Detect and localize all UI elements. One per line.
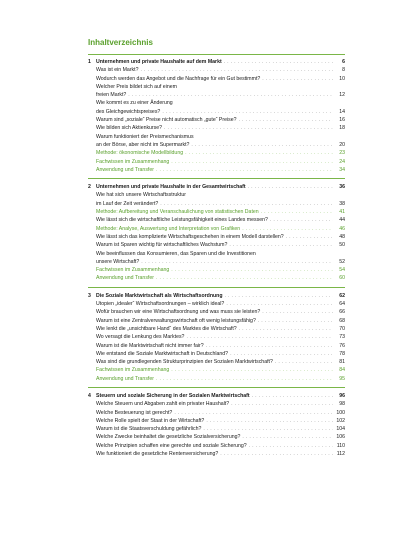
toc-entry-text: Fachwissen im Zusammenhang <box>96 267 170 274</box>
leader-dots <box>229 241 333 249</box>
toc-entry-text: Warum ist die Marktwirtschaft nicht immer fair? <box>96 342 204 349</box>
toc-entry[interactable] <box>88 442 345 450</box>
toc-entry-text: Warum ist Sparen wichtig für wirtschaftliches Wachstum? <box>96 242 228 249</box>
toc-entry[interactable] <box>88 75 345 83</box>
toc-entry[interactable] <box>88 433 345 441</box>
toc-entry[interactable] <box>88 83 345 91</box>
toc-entry-page-number: 60 <box>339 275 345 282</box>
toc-entry[interactable] <box>88 375 345 383</box>
toc-entry[interactable] <box>88 425 345 433</box>
leader-dots <box>225 292 334 300</box>
toc-entry-text: des Gleichgewichtspreises? <box>96 108 161 115</box>
toc-entry-page-number: 76 <box>339 342 345 349</box>
toc-entry-text: Wo versagt die Lenkung des Marktes? <box>96 334 185 341</box>
leader-dots <box>171 266 333 274</box>
toc-entry-page-number: 41 <box>339 209 345 216</box>
leader-dots <box>242 433 333 441</box>
toc-entry[interactable] <box>88 233 345 241</box>
toc-entry[interactable] <box>88 200 345 208</box>
chapter-section <box>88 178 345 283</box>
chapter-number: 4 <box>88 392 91 399</box>
leader-dots <box>262 308 333 316</box>
toc-entry[interactable] <box>88 158 345 166</box>
toc-entry-page-number: 98 <box>339 401 345 408</box>
toc-entry-page-number: 78 <box>339 350 345 357</box>
toc-entry[interactable] <box>88 208 345 216</box>
leader-dots <box>140 66 333 74</box>
toc-entry-page-number: 70 <box>339 325 345 332</box>
toc-entry-text: Welche Zwecke beinhaltet die gesetzliche Sozialversicherung? <box>96 434 241 441</box>
chapter-number: 1 <box>88 59 91 65</box>
leader-dots <box>242 225 333 233</box>
toc-entry[interactable] <box>88 358 345 366</box>
leader-dots <box>141 258 333 266</box>
toc-entry-page-number: 95 <box>339 375 345 382</box>
leader-dots <box>186 333 333 341</box>
toc-entry-page-number: 54 <box>339 267 345 274</box>
toc-entry[interactable] <box>88 325 345 333</box>
toc-entry-page-number: 64 <box>339 301 345 308</box>
toc-entry[interactable] <box>88 216 345 224</box>
toc-entry-page-number: 110 <box>336 442 345 449</box>
toc-entry-text: freien Markt? <box>96 92 127 99</box>
chapter-number: 3 <box>88 292 91 299</box>
toc-entry-text: Wodurch werden das Angebot und die Nachfrage für ein Gut bestimmt? <box>96 75 261 82</box>
leader-dots <box>248 183 333 191</box>
toc-entry-page-number: 24 <box>339 158 345 165</box>
leader-dots <box>231 400 333 408</box>
toc-entry[interactable] <box>88 91 345 99</box>
chapter-heading[interactable] <box>88 183 345 191</box>
toc-entry[interactable] <box>88 266 345 274</box>
chapter-title: Unternehmen und private Haushalte auf dem Markt <box>96 59 222 65</box>
leader-dots <box>171 158 333 166</box>
toc-entry[interactable] <box>88 66 345 74</box>
leader-dots <box>128 91 333 99</box>
chapter-title: Steuern und soziale Sicherung in der Sozialen Marktwirtschaft <box>96 392 250 399</box>
toc-entry-page-number: 66 <box>339 309 345 316</box>
leader-dots <box>249 442 333 450</box>
toc-entry[interactable] <box>88 191 345 199</box>
leader-dots <box>203 425 333 433</box>
toc-entry-page-number: 8 <box>342 67 345 74</box>
toc-entry-page-number: 68 <box>339 317 345 324</box>
toc-entry[interactable] <box>88 409 345 417</box>
toc-entry-text: Welche Prinzipien schaffen eine gerechte und soziale Sicherung? <box>96 442 247 449</box>
toc-entry-text: Anwendung und Transfer <box>96 375 154 382</box>
toc-entry-page-number: 81 <box>339 359 345 366</box>
toc-entry-page-number: 102 <box>336 417 345 424</box>
toc-entry-page-number: 52 <box>339 258 345 265</box>
chapter-page-number: 62 <box>339 292 345 299</box>
toc-entry-text: Welcher Preis bildet sich auf einem <box>96 83 177 90</box>
chapter-section <box>88 54 345 174</box>
toc-entry-text: an der Börse, aber nicht im Supermarkt? <box>96 141 190 148</box>
toc-entry-text: Utopien „idealer“ Wirtschaftsordnungen – wirklich ideal? <box>96 301 225 308</box>
toc-entry[interactable] <box>88 400 345 408</box>
toc-entry[interactable] <box>88 350 345 358</box>
toc-entry-text: Methode: ökonomische Modellbildung <box>96 150 184 157</box>
toc-entry[interactable] <box>88 308 345 316</box>
toc-entry-text: Warum ist die Staatsverschuldung gefährlich? <box>96 426 202 433</box>
chapter-heading[interactable] <box>88 292 345 300</box>
leader-dots <box>286 233 333 241</box>
toc-entry-text: Fachwissen im Zusammenhang <box>96 367 170 374</box>
toc-entry-text: Wie beeinflussen das Konsumieren, das Sparen und die Investitionen <box>96 250 256 257</box>
toc-title: Inhaltverzeichnis <box>88 38 153 47</box>
toc-entry-text: Methode: Aufbereitung und Veranschaulichung von statistischen Daten <box>96 209 259 216</box>
toc-entry[interactable] <box>88 274 345 282</box>
chapter-page-number: 6 <box>342 59 345 65</box>
toc-entry-page-number: 20 <box>339 141 345 148</box>
toc-entry-text: Welche Besteuerung ist gerecht? <box>96 409 173 416</box>
chapter-number: 2 <box>88 184 91 191</box>
leader-dots <box>156 166 333 174</box>
chapter-section <box>88 387 345 458</box>
leader-dots <box>171 366 333 374</box>
toc-entry[interactable] <box>88 108 345 116</box>
leader-dots <box>275 358 333 366</box>
toc-entry-page-number: 12 <box>339 92 345 99</box>
toc-entry-page-number: 84 <box>339 367 345 374</box>
toc-entry-text: Methode: Analyse, Auswertung und Interpretation von Grafiken <box>96 225 241 232</box>
toc-entry-page-number: 18 <box>339 125 345 132</box>
toc-entry-page-number: 100 <box>336 409 345 416</box>
toc-entry-text: Welche Rolle spielt der Staat in der Wirtschaft? <box>96 417 205 424</box>
chapter-section <box>88 287 345 383</box>
leader-dots <box>270 216 333 224</box>
chapter-page-number: 96 <box>339 392 345 399</box>
leader-dots <box>239 116 333 124</box>
toc-entry-text: Wofür brauchen wir eine Wirtschaftsordnung und was muss sie leisten? <box>96 309 261 316</box>
toc-entry-text: Was sind die grundlegenden Strukturprinzipien der Sozialen Marktwirtschaft? <box>96 359 273 366</box>
toc-entry-text: Wie lässt sich das komplizierte Wirtschaftsgeschehen in einem Modell darstellen? <box>96 233 284 240</box>
toc-entry-text: Anwendung und Transfer <box>96 166 154 173</box>
toc-entry-page-number: 10 <box>339 75 345 82</box>
leader-dots <box>156 375 333 383</box>
toc-entry[interactable] <box>88 116 345 124</box>
toc-entry-page-number: 106 <box>336 434 345 441</box>
toc-entry[interactable] <box>88 258 345 266</box>
toc-entry-text: Fachwissen im Zusammenhang <box>96 158 170 165</box>
toc-entry-text: Was ist ein Markt? <box>96 67 139 74</box>
toc-entry-page-number: 50 <box>339 242 345 249</box>
toc-entry[interactable] <box>88 450 345 458</box>
leader-dots <box>174 409 333 417</box>
leader-dots <box>220 450 333 458</box>
chapter-title: Die Soziale Marktwirtschaft als Wirtschaftsordnung <box>96 292 223 299</box>
toc-entry-page-number: 48 <box>339 233 345 240</box>
toc-entry-page-number: 44 <box>339 217 345 224</box>
leader-dots <box>162 108 333 116</box>
toc-entry-text: Warum sind „soziale“ Preise nicht automatisch „gute“ Preise? <box>96 117 237 124</box>
toc-entry[interactable] <box>88 417 345 425</box>
toc-entry[interactable] <box>88 250 345 258</box>
toc-entry[interactable] <box>88 366 345 374</box>
toc-entry-text: Wie bilden sich Aktienkurse? <box>96 125 163 132</box>
toc-entry[interactable] <box>88 99 345 107</box>
leader-dots <box>206 417 333 425</box>
toc-entry[interactable] <box>88 333 345 341</box>
toc-entry-page-number: 14 <box>339 108 345 115</box>
leader-dots <box>239 325 333 333</box>
toc-entry-text: Welche Steuern und Abgaben zahlt ein privater Haushalt? <box>96 401 230 408</box>
toc-entry-text: Wie hat sich unsere Wirtschaftsstruktur <box>96 192 186 199</box>
toc-entry[interactable] <box>88 300 345 308</box>
toc-entry[interactable] <box>88 133 345 141</box>
leader-dots <box>164 124 333 132</box>
toc-entry-page-number: 16 <box>339 117 345 124</box>
toc-entry-text: Wie funktioniert die gesetzliche Rentenversicherung? <box>96 451 219 458</box>
toc-entry-page-number: 34 <box>339 166 345 173</box>
toc-entry[interactable] <box>88 141 345 149</box>
toc-entry[interactable] <box>88 149 345 157</box>
leader-dots <box>258 317 333 325</box>
chapter-heading[interactable] <box>88 58 345 66</box>
leader-dots <box>224 58 333 66</box>
toc-entry-page-number: 104 <box>336 426 345 433</box>
table-of-contents <box>88 54 345 462</box>
toc-entry-text: Warum funktioniert der Preismechanismus <box>96 133 194 140</box>
leader-dots <box>160 200 333 208</box>
toc-entry-page-number: 73 <box>339 334 345 341</box>
toc-entry[interactable] <box>88 124 345 132</box>
toc-entry[interactable] <box>88 225 345 233</box>
toc-entry-page-number: 23 <box>339 150 345 157</box>
chapter-heading[interactable] <box>88 392 345 400</box>
leader-dots <box>206 342 333 350</box>
toc-entry[interactable] <box>88 166 345 174</box>
toc-entry-text: Anwendung und Transfer <box>96 275 154 282</box>
leader-dots <box>230 350 333 358</box>
toc-entry-page-number: 112 <box>336 451 345 458</box>
leader-dots <box>156 274 333 282</box>
toc-entry-text: Wie lenkt die „unsichtbare Hand“ des Marktes die Wirtschaft? <box>96 325 237 332</box>
chapter-page-number: 36 <box>339 184 345 191</box>
leader-dots <box>191 141 333 149</box>
toc-entry-text: unsere Wirtschaft? <box>96 258 140 265</box>
toc-entry[interactable] <box>88 342 345 350</box>
toc-entry-page-number: 46 <box>339 225 345 232</box>
leader-dots <box>262 75 333 83</box>
toc-entry-page-number: 38 <box>339 200 345 207</box>
toc-entry-text: Wie lässt sich die wirtschaftliche Leistungsfähigkeit eines Landes messen? <box>96 217 268 224</box>
leader-dots <box>185 149 333 157</box>
toc-entry-text: Warum ist eine Zentralverwaltungswirtschaft oft wenig leistungsfähig? <box>96 317 256 324</box>
leader-dots <box>252 392 333 400</box>
toc-entry-text: im Lauf der Zeit verändert? <box>96 200 159 207</box>
toc-entry[interactable] <box>88 317 345 325</box>
toc-entry[interactable] <box>88 241 345 249</box>
toc-entry-text: Wie entstand die Soziale Marktwirtschaft in Deutschland? <box>96 350 229 357</box>
leader-dots <box>226 300 333 308</box>
leader-dots <box>261 208 333 216</box>
toc-entry-text: Wie kommt es zu einer Änderung <box>96 100 173 107</box>
chapter-title: Unternehmen und private Haushalte in der Gesamtwirtschaft <box>96 184 246 191</box>
